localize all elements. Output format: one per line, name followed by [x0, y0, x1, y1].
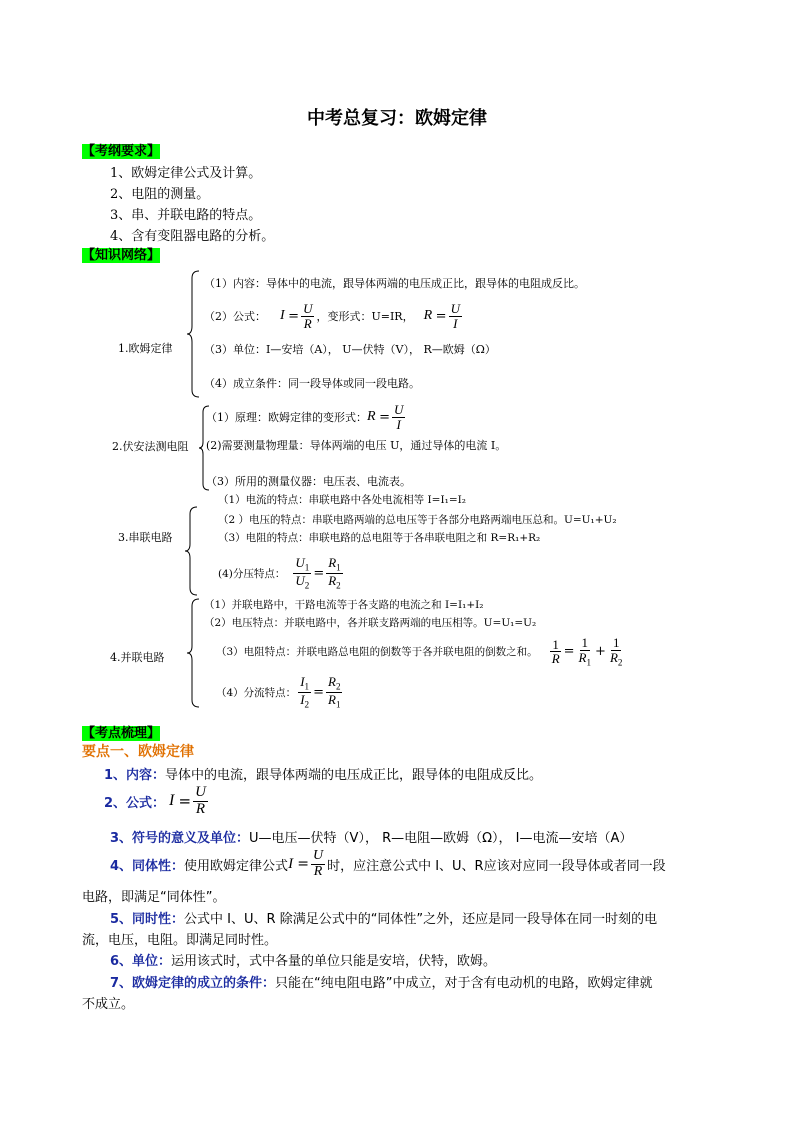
keypoint-content: 1、内容：导体中的电流，跟导体两端的电压成正比，跟导体的电阻成反比。	[104, 768, 543, 783]
voltammetry-quantities: (2)需要测量物理量：导体两端的电压 U，通过导体的电流 I。	[206, 439, 507, 452]
ohm-law-content: （1）内容：导体中的电流，跟导体两端的电压成正比，跟导体的电阻成反比。	[204, 277, 585, 290]
ohm-law-units: （3）单位：I—安培（A）， U—伏特（V）， R—欧姆（Ω）	[204, 343, 496, 356]
series-resistance: （3）电阻的特点：串联电路的总电阻等于各串联电阻之和 R=R₁+R₂	[218, 532, 541, 544]
page-title: 中考总复习：欧姆定律	[307, 108, 487, 129]
fraction-u-over-i: $\frac{U}{I}$	[450, 301, 460, 331]
requirement-3: 3、串、并联电路的特点。	[110, 208, 262, 223]
network-cat-series: 3.串联电路	[118, 531, 173, 544]
ohm-law-condition: （4）成立条件：同一段导体或同一段电路。	[204, 377, 420, 390]
requirement-2: 2、电阻的测量。	[110, 187, 210, 202]
parallel-resistance: （3）电阻特点：并联电路总电阻的倒数等于各并联电阻的倒数之和。 $\frac{1}{R}$ = $\frac{1}{R_1}$ + $\frac{1}{R_2}$	[216, 635, 623, 668]
section-network: 【知识网络】	[82, 248, 161, 263]
network-cat-voltammetry: 2.伏安法测电阻	[112, 440, 189, 453]
keypoint-formula: 2、公式： I = $\frac{U}{R}$	[104, 784, 206, 817]
network-cat-parallel: 4.并联电路	[110, 651, 165, 664]
section-points: 【考点梳理】	[82, 726, 161, 741]
keypoint-condition-cont: 不成立。	[82, 997, 135, 1012]
keypoint-heading: 要点一、欧姆定律	[82, 744, 194, 760]
keypoint-simultaneity-cont: 流，电压，电阻。即满足同时性。	[82, 933, 278, 948]
brace-series	[184, 506, 198, 596]
keypoint-simultaneity: 5、同时性：公式中 I、U、R 除满足公式中的“同体性”之外，还应是同一段导体在同一时刻的电	[110, 912, 658, 927]
keypoint-symbols: 3、符号的意义及单位：U—电压—伏特（V）， R—电阻—欧姆（Ω）， I—电流—安培（A）	[110, 831, 633, 846]
parallel-current: （1）并联电路中，干路电流等于各支路的电流之和 I=I₁+I₂	[204, 599, 484, 611]
keypoint-same-body-cont: 电路，即满足“同体性”。	[82, 890, 226, 905]
parallel-divider: （4）分流特点： $\frac{I_1}{I_2}$ = $\frac{R_2}{R_1}$	[216, 674, 341, 710]
voltammetry-instruments: （3）所用的测量仪器：电压表、电流表。	[206, 475, 411, 488]
keypoint-same-body: 4、同体性： 使用欧姆定律公式 I = $\frac{U}{R}$ 时，应注意公式中 I、U、R应该对应同一段导体或者同一段	[110, 848, 666, 879]
requirement-4: 4、含有变阻器电路的分析。	[110, 229, 275, 244]
voltammetry-principle: （1）原理：欧姆定律的变形式： R = $\frac{U}{I}$	[206, 402, 404, 432]
brace-parallel	[186, 598, 200, 708]
keypoint-units: 6、单位：运用该式时，式中各量的单位只能是安培，伏特，欧姆。	[110, 954, 497, 969]
brace-ohm-law	[186, 270, 200, 398]
keypoint-condition: 7、欧姆定律的成立的条件：只能在“纯电阻电路”中成立，对于含有电动机的电路，欧姆定律就	[110, 976, 653, 991]
section-requirements: 【考纲要求】	[82, 144, 161, 159]
parallel-voltage: （2）电压特点：并联电路中，各并联支路两端的电压相等。U=U₁=U₂	[204, 617, 537, 629]
series-voltage: （2 ）电压的特点：串联电路两端的总电压等于各部分电路两端电压总和。U=U₁+U₂	[218, 514, 617, 526]
series-current: （1）电流的特点：串联电路中各处电流相等 I=I₁=I₂	[218, 494, 466, 506]
network-cat-ohm-law: 1.欧姆定律	[118, 342, 173, 355]
fraction-u-over-r: $\frac{U}{R}$	[303, 301, 313, 331]
requirement-1: 1、欧姆定律公式及计算。	[110, 166, 262, 181]
ohm-law-formula: （2）公式： I = $\frac{U}{R}$ ，变形式：U=IR， R = $\frac{U}{I}$	[204, 301, 460, 331]
series-divider: (4)分压特点： $\frac{U_1}{U_2}$ = $\frac{R_1}{R_2}$	[218, 555, 341, 591]
